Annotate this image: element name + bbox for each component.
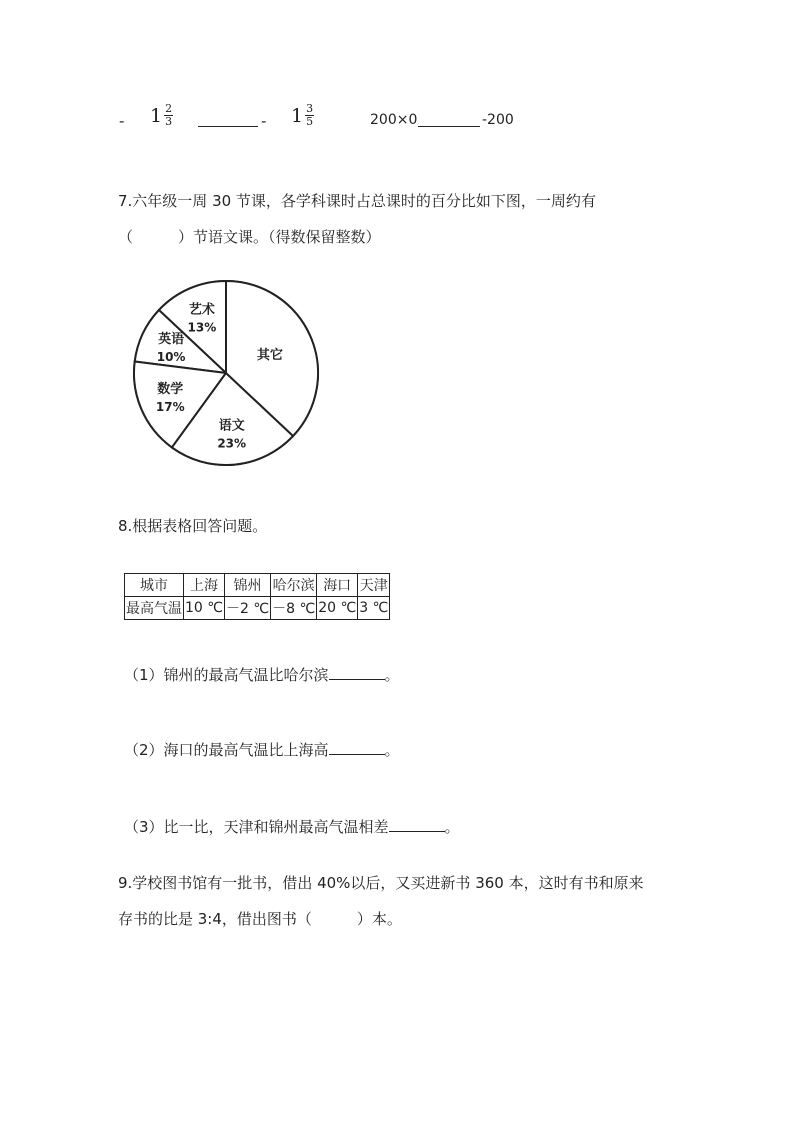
q8-sub1-text: （1）锦州的最高气温比哈尔滨 [124,666,329,684]
mixed-number-2 [291,103,314,128]
minus-sign-2: - [261,112,267,130]
q8-sub2-blank[interactable] [329,740,385,755]
table-temp-cell: －8 ℃ [271,597,317,620]
table-temp-cell: 10 ℃ [184,597,225,620]
q8-sub1 [124,664,400,685]
mixed-number-1-denominator: 3 [165,115,173,128]
subject-pie-chart [125,279,325,474]
q8-sub3-period: 。 [444,818,460,836]
pie-slice-value-label: 23% [217,436,247,451]
pie-slice-label: 语文 [218,418,245,434]
table-city-cell: 上海 [184,574,225,597]
pie-slice-value-label: 17% [155,400,185,415]
q8-title: 8.根据表格回答问题。 [118,517,268,535]
table-header-temp: 最高气温 [125,597,184,620]
table-header-city: 城市 [125,574,184,597]
pie-slice-value-label: 10% [156,350,186,365]
q8-sub3-text: （3）比一比，天津和锦州最高气温相差 [124,818,389,836]
q9-line2: 存书的比是 3:4，借出图书（ ）本。 [118,910,402,928]
table-city-cell: 海口 [317,574,358,597]
mixed-number-1-numerator: 2 [165,102,173,115]
minus-sign-1: - [119,112,125,130]
pie-slice-value-label: 13% [187,320,217,335]
mixed-number-1 [150,103,173,128]
expression-right: -200 [482,112,514,128]
table-city-cell: 天津 [358,574,390,597]
pie-slice-label: 英语 [158,332,185,348]
table-city-cell: 锦州 [225,574,271,597]
table-temp-cell: 20 ℃ [317,597,358,620]
pie-slice-label: 数学 [157,382,184,398]
table-city-cell: 哈尔滨 [271,574,317,597]
mixed-number-2-numerator: 3 [306,102,314,115]
q8-sub1-period: 。 [384,666,400,684]
answer-blank-2[interactable] [418,112,480,127]
mixed-number-1-whole: 1 [150,104,163,127]
mixed-number-2-denominator: 5 [306,115,314,128]
table-row [125,597,390,620]
q8-sub3-blank[interactable] [389,817,445,832]
mixed-number-2-whole: 1 [291,104,304,127]
q8-sub2-text: （2）海口的最高气温比上海高 [124,741,329,759]
q8-sub1-blank[interactable] [329,665,385,680]
q8-sub3 [124,816,460,837]
q8-sub2-period: 。 [384,741,400,759]
answer-blank-1[interactable] [198,112,258,127]
q7-line2: （ ）节语文课。（得数保留整数） [118,228,381,246]
q7-line1: 7.六年级一周 30 节课，各学科课时占总课时的百分比如下图，一周约有 [118,192,596,210]
table-temp-cell: 3 ℃ [358,597,390,620]
q9-line1: 9.学校图书馆有一批书，借出 40%以后，又买进新书 360 本，这时有书和原来 [118,874,644,892]
pie-slice-label: 其它 [256,348,283,363]
pie-slice-label: 艺术 [188,302,215,318]
table-temp-cell: －2 ℃ [225,597,271,620]
q8-sub2 [124,739,400,760]
table-row [125,574,390,597]
expression-left: 200×0 [370,112,418,128]
pie-slices [134,281,318,465]
temperature-table [124,573,390,620]
